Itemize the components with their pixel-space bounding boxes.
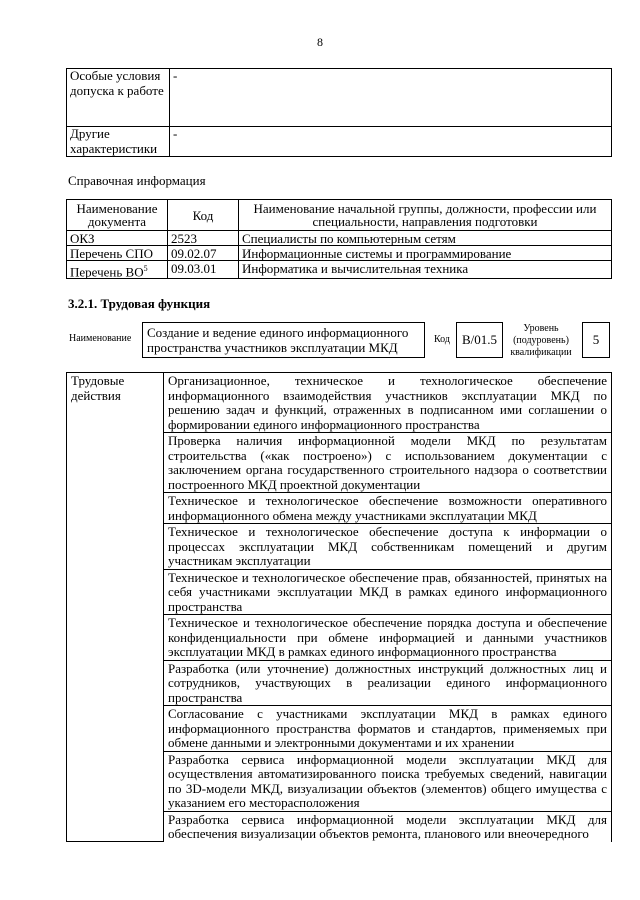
footnote-mark: 5: [143, 264, 148, 273]
document-name: ОКЗ: [70, 231, 95, 246]
page-number: 8: [317, 35, 323, 49]
table-row: [67, 373, 612, 433]
cell-name: Информационные системы и программирование: [239, 246, 612, 261]
document-name: Перечень СПО: [70, 246, 153, 261]
cell-document: [67, 246, 168, 261]
table-row: [67, 69, 612, 127]
function-name-box: Создание и ведение единого информационного пространства участников эксплуатации МКД: [142, 322, 425, 358]
cell-name: Специалисты по компьютерным сетям: [239, 231, 612, 246]
table-row: [67, 231, 612, 246]
function-code-label: Код: [434, 334, 450, 345]
qualification-level-box: 5: [582, 322, 610, 358]
cell-document: [67, 261, 168, 279]
document-name: Перечень ВО: [70, 264, 144, 280]
condition-value: -: [170, 127, 612, 157]
action-item: Разработка сервиса информационной модели эксплуатации МКД для обеспечения визуализации объектов ремонта, планового или внеочередного: [164, 811, 612, 842]
column-header-code: Код: [168, 200, 239, 231]
cell-code: 09.03.01: [168, 261, 239, 279]
table-header-row: [67, 200, 612, 231]
action-item: Техническое и технологическое обеспечение порядка доступа и обеспечение конфиденциальности при обмене информацией и данными участников эксплуатации МКД в рамках единого информационного пространства: [164, 615, 612, 661]
action-item: Техническое и технологическое обеспечение возможности оперативного информационного обмена между участниками эксплуатации МКД: [164, 493, 612, 524]
conditions-table: [66, 68, 612, 157]
condition-label: Другие характеристики: [67, 127, 170, 157]
action-item: Организационное, техническое и технологическое обеспечение информационного взаимодействия участников эксплуатации МКД по решению задач и функций, отраженных в подписанном ими соглашении о формировании единого информационного пространства: [164, 373, 612, 433]
action-item: Согласование с участниками эксплуатации МКД в рамках единого информационного пространства форматов и стандартов, применяемых при обмене данными и электронными документами и их хранении: [164, 706, 612, 752]
cell-code: 09.02.07: [168, 246, 239, 261]
qualification-level-label: Уровень (подуровень) квалификации: [510, 323, 572, 358]
cell-code: 2523: [168, 231, 239, 246]
column-header-document: Наименование документа: [67, 200, 168, 231]
reference-table: [66, 199, 612, 279]
condition-value: -: [170, 69, 612, 127]
action-item: Разработка сервиса информационной модели эксплуатации МКД для осуществления автоматизированного поиска требуемых сведений, навигации по 3D-модели МКД, визуализации объектов (элементов) общего имущества с указанием его месторасположения: [164, 751, 612, 811]
condition-label: Особые условия допуска к работе: [67, 69, 170, 127]
function-code-box: B/01.5: [456, 322, 503, 358]
table-row: [67, 127, 612, 157]
action-item: Техническое и технологическое обеспечение прав, обязанностей, принятых на себя участниками эксплуатации МКД в рамках единого информационного пространства: [164, 569, 612, 615]
actions-table: [66, 372, 612, 842]
table-row: [67, 261, 612, 279]
function-title: 3.2.1. Трудовая функция: [68, 296, 211, 311]
cell-document: [67, 231, 168, 246]
cell-name: Информатика и вычислительная техника: [239, 261, 612, 279]
action-item: Проверка наличия информационной модели МКД по результатам строительства («как построено») с использованием документации с заключением органа государственного строительного надзора о соответствии построенного МКД проектной документации: [164, 433, 612, 493]
column-header-name: Наименование начальной группы, должности, профессии или специальности, направления подготовки: [239, 200, 612, 231]
actions-label: Трудовые действия: [67, 373, 164, 842]
reference-title: Справочная информация: [68, 173, 206, 188]
function-name-label: Наименование: [69, 333, 132, 344]
action-item: Разработка (или уточнение) должностных инструкций должностных лиц и сотрудников, участвующих в реализации единого информационного пространства: [164, 660, 612, 706]
action-item: Техническое и технологическое обеспечение доступа к информации о процессах эксплуатации МКД собственникам помещений и другим участникам эксплуатации: [164, 524, 612, 570]
table-row: [67, 246, 612, 261]
